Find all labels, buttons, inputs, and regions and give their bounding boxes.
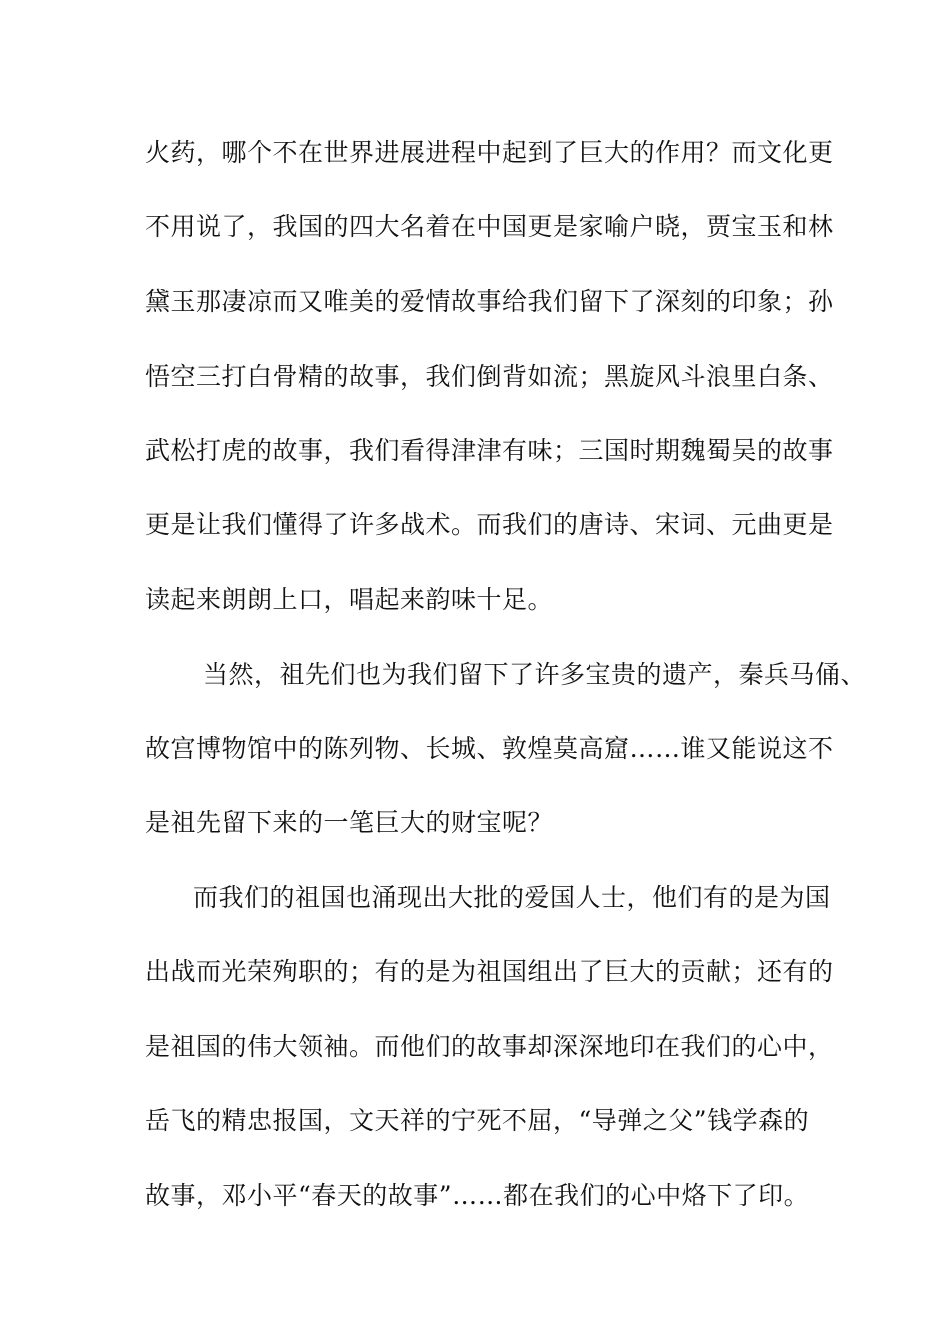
text-line: 读起来朗朗上口，唱起来韵味十足。 [145, 585, 554, 614]
text-line: 而我们的祖国也涌现出大批的爱国人士，他们有的是为国 [193, 883, 831, 912]
text-line: 岳飞的精忠报国，文天祥的宁死不屈，“导弹之父”钱学森的 [145, 1106, 810, 1135]
text-line: 不用说了，我国的四大名着在中国更是家喻户晓，贾宝玉和林 [145, 212, 834, 241]
text-line: 武松打虎的故事，我们看得津津有味；三国时期魏蜀吴的故事 [145, 436, 834, 465]
text-line: 是祖国的伟大领袖。而他们的故事却深深地印在我们的心中， [145, 1032, 834, 1061]
text-line: 当然，祖先们也为我们留下了许多宝贵的遗产，秦兵马俑、 [203, 660, 867, 689]
text-line: 是祖先留下来的一笔巨大的财宝呢？ [145, 808, 554, 837]
text-line: 火药，哪个不在世界进展进程中起到了巨大的作用？而文化更 [145, 138, 834, 167]
text-line: 出战而光荣殉职的；有的是为祖国组出了巨大的贡献；还有的 [145, 957, 834, 986]
text-line: 故宫博物馆中的陈列物、长城、敦煌莫高窟……谁又能说这不 [145, 734, 834, 763]
text-line: 悟空三打白骨精的故事，我们倒背如流；黑旋风斗浪里白条、 [145, 362, 834, 391]
text-line: 更是让我们懂得了许多战术。而我们的唐诗、宋词、元曲更是 [145, 510, 834, 539]
text-line: 黛玉那凄凉而又唯美的爱情故事给我们留下了深刻的印象；孙 [145, 287, 834, 316]
text-line: 故事，邓小平“春天的故事”……都在我们的心中烙下了印。 [145, 1181, 810, 1210]
